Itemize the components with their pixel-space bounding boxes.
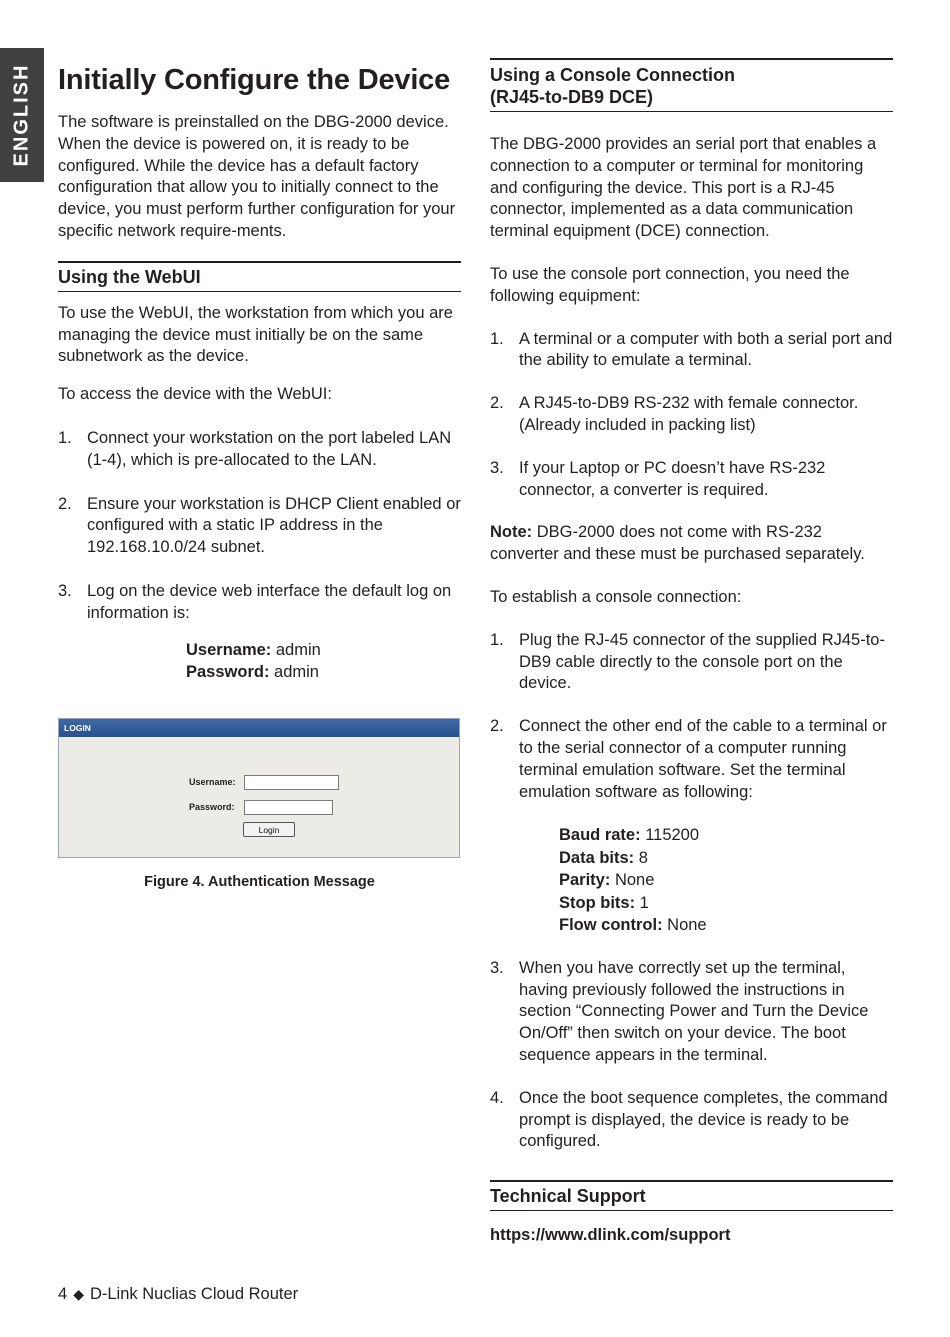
equipment-list [490,329,893,502]
setting-data-bits: Data bits: 8 [559,848,648,867]
console-paragraph-2: To use the console port connection, you need the following equipment: [490,264,850,305]
credential-username: Username: admin [186,640,321,659]
login-password-input[interactable] [244,800,333,815]
diamond-icon: ◆ [73,1286,84,1302]
setting-parity: Parity: None [559,871,655,890]
login-password-label: Password: [189,801,235,812]
list-item: 2. Connect the other end of the cable to a terminal or to the serial connector of a computer running terminal emulation software. Set the terminal emulation software as following: [490,717,887,801]
establish-steps [490,630,893,804]
webui-steps [58,428,461,625]
login-username-label: Username: [189,776,236,787]
establish-steps-continued [490,958,893,1153]
list-item: 2. Ensure your workstation is DHCP Client enabled or configured with a static IP address in the 192.168.10.0/24 subnet. [58,494,461,557]
list-item: 1. Plug the RJ-45 connector of the supplied RJ45-to-DB9 cable directly to the console port on the device. [490,630,885,693]
page-number: 4 [58,1285,68,1303]
establish-intro: To establish a console connection: [490,587,742,606]
language-tab-label: ENGLISH [10,63,33,167]
console-paragraph-1: The DBG-2000 provides an serial port that enables a connection to a computer or terminal for monitoring and configuring the device. This port is a RJ-45 connector, implemented as a data communication terminal equipment (DCE) connection. [490,135,877,241]
list-item: 3. Log on the device web interface the default log on information is: [58,581,452,622]
login-button[interactable]: Login [243,822,295,837]
list-item: 1. A terminal or a computer with both a serial port and the ability to emulate a terminal. [490,329,893,370]
webui-paragraph-2: To access the device with the WebUI: [58,385,332,404]
note-paragraph: Note: DBG-2000 does not come with RS-232 converter and these must be purchased separately. [490,523,865,564]
webui-paragraph-1: To use the WebUI, the workstation from which you are managing the device must initially be on the same subnetwork as the device. [58,303,453,366]
serial-settings [490,824,893,937]
figure-caption: Figure 4. Authentication Message [144,873,375,890]
list-item: 4. Once the boot sequence completes, the command prompt is displayed, the device is ready to be configured. [490,1088,888,1151]
support-heading: Technical Support [490,1180,893,1211]
right-column [490,58,893,1246]
product-name: D-Link Nuclias Cloud Router [89,1285,299,1303]
page-footer [58,1283,298,1305]
console-heading: Using a Console Connection (RJ45-to-DB9 DCE) [490,58,893,112]
credential-password: Password: admin [186,663,319,682]
setting-baud-rate: Baud rate: 115200 [559,826,700,845]
list-item: 3. When you have correctly set up the terminal, having previously followed the instructions in section “Connecting Power and Turn the Device On/Off” then switch on your device. The boot sequence appears in the terminal. [490,958,869,1065]
list-item: 2. A RJ45-to-DB9 RS-232 with female connector. (Already included in packing list) [490,394,859,434]
webui-heading: Using the WebUI [58,261,461,292]
login-title-bar: LOGIN [59,719,459,737]
support-link[interactable]: https://www.dlink.com/support [490,1226,731,1245]
list-item: 3. If your Laptop or PC doesn’t have RS-232 connector, a converter is required. [490,458,826,499]
left-column [58,60,461,890]
setting-stop-bits: Stop bits: 1 [559,893,649,912]
login-screenshot [58,718,460,858]
default-credentials [58,639,461,684]
login-username-input[interactable] [244,775,339,790]
list-item: 1. Connect your workstation on the port labeled LAN (1-4), which is pre-allocated to the LAN. [58,428,452,469]
setting-flow-control: Flow control: None [559,916,707,935]
intro-paragraph: The software is preinstalled on the DBG-2000 device. When the device is powered on, it is ready to be configured. While the device has a default factory configuration that allow you to initially connect to the device, you must perform further configuration for your specific network require-ments. [58,113,456,240]
page-title: Initially Configure the Device [58,64,451,96]
language-tab [0,48,44,182]
